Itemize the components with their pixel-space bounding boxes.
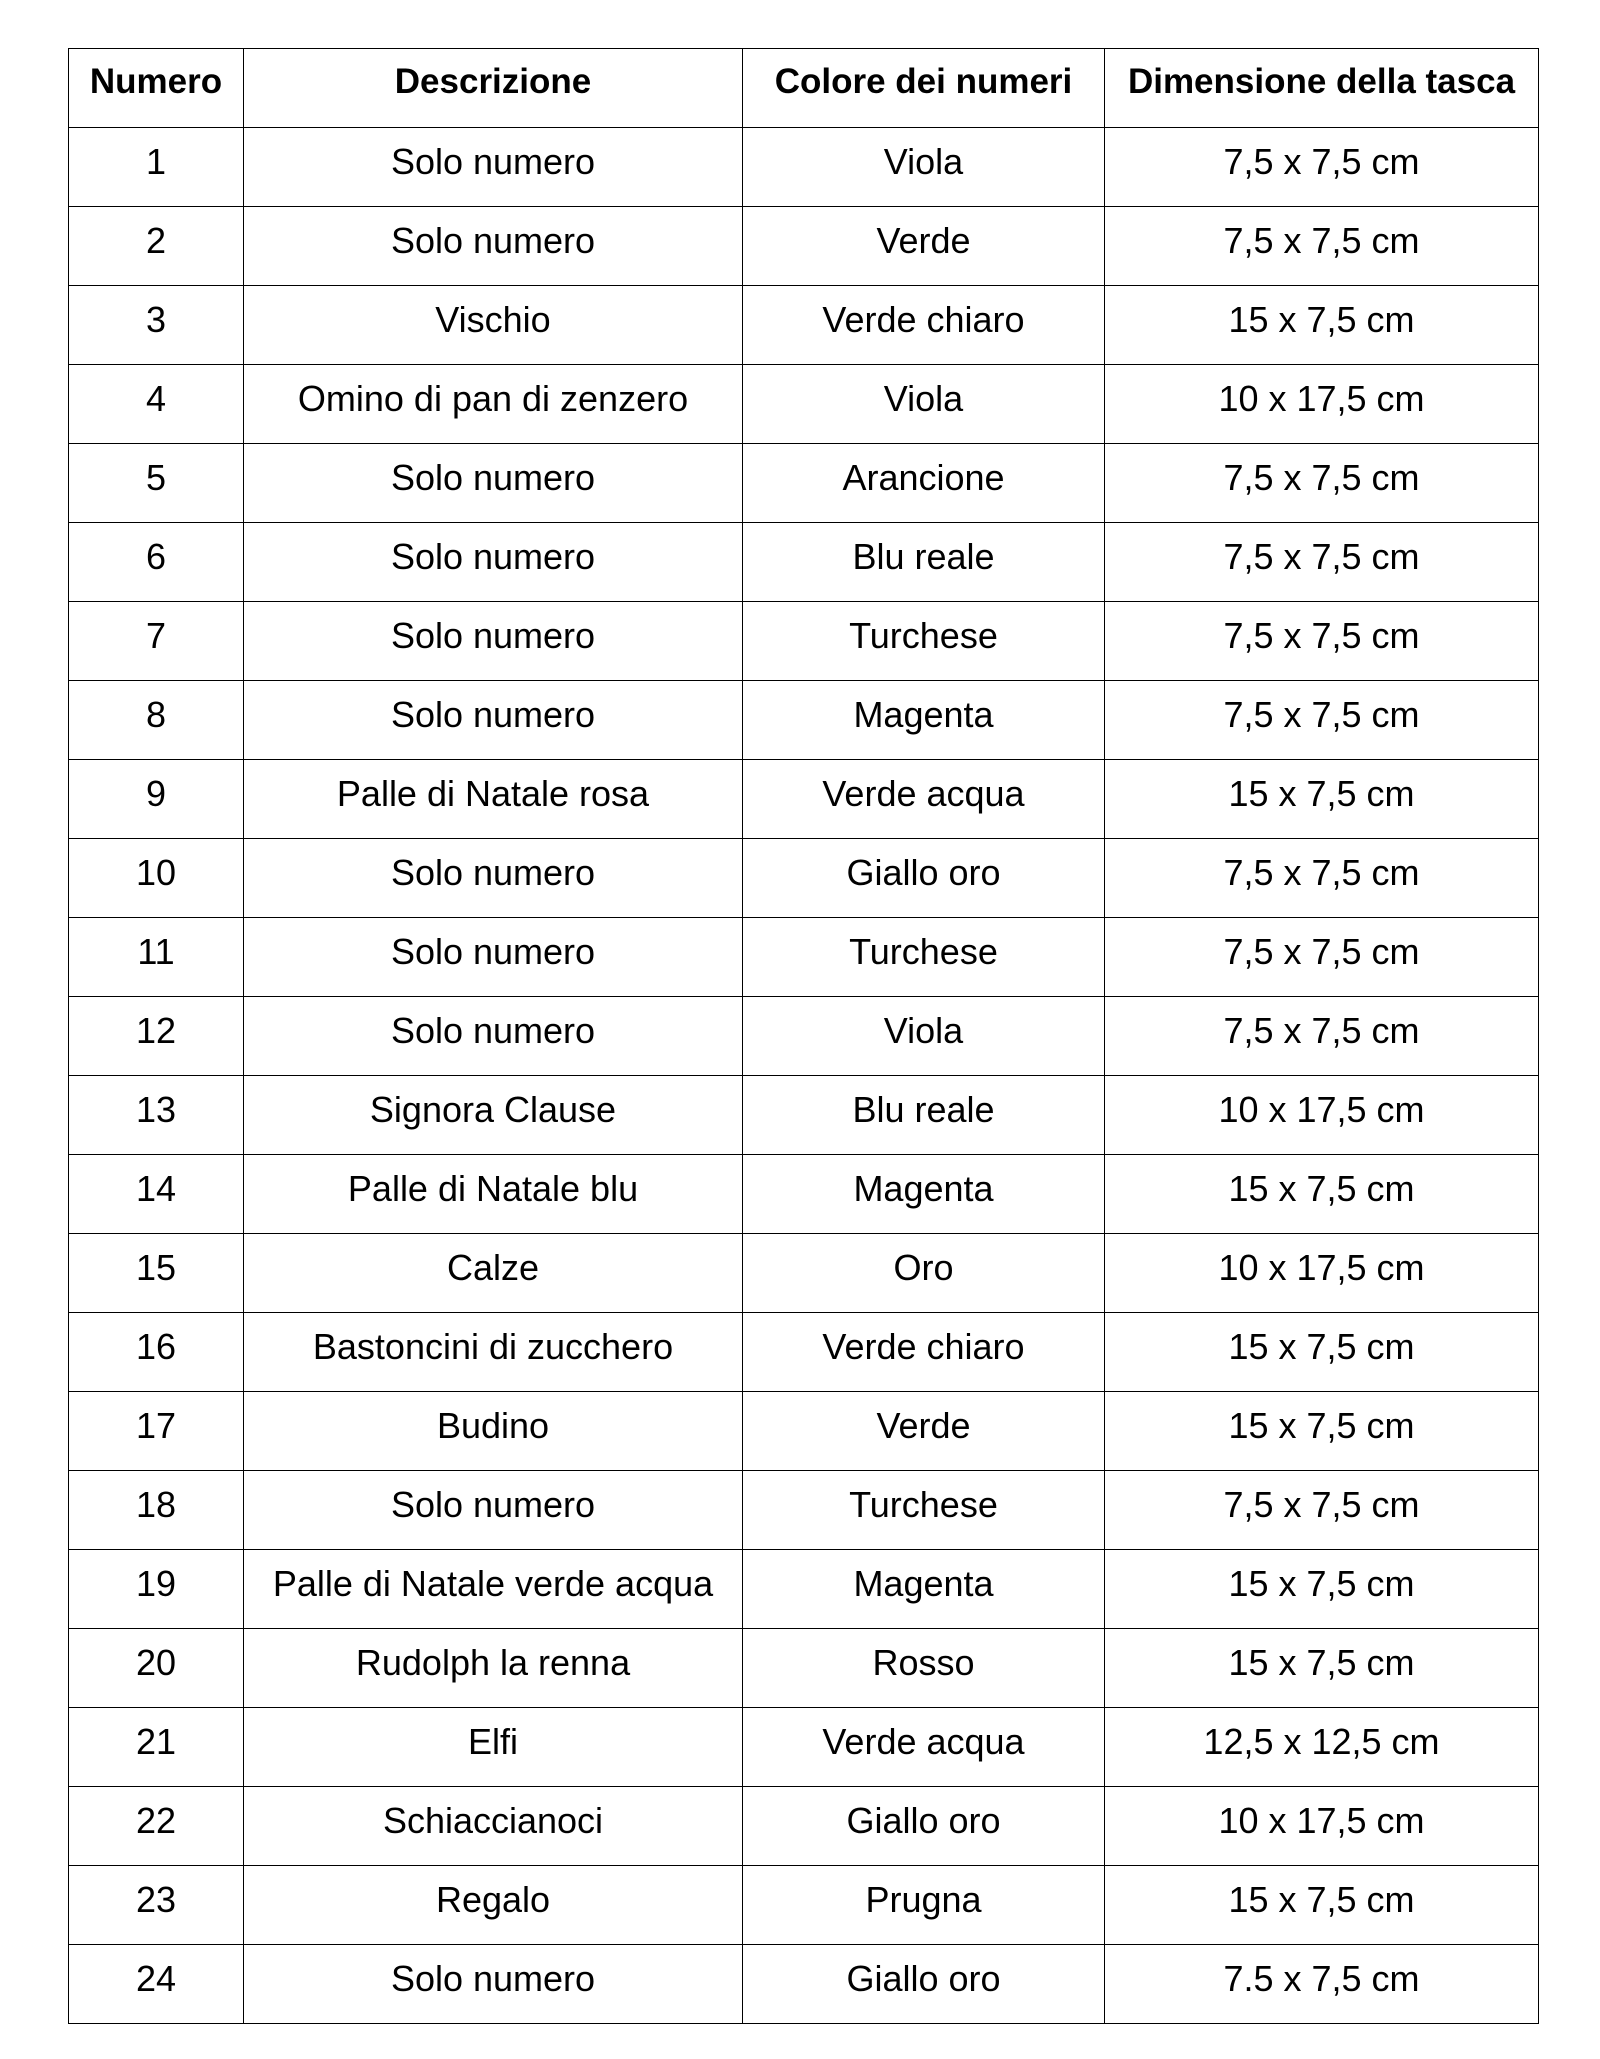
cell-dimensione: 15 x 7,5 cm [1105, 760, 1539, 839]
table-row [69, 1708, 1539, 1787]
cell-dimensione: 15 x 7,5 cm [1105, 1313, 1539, 1392]
cell-descrizione: Elfi [244, 1708, 743, 1787]
cell-colore: Verde acqua [743, 760, 1105, 839]
cell-dimensione: 10 x 17,5 cm [1105, 1076, 1539, 1155]
table-row [69, 1076, 1539, 1155]
cell-colore: Verde acqua [743, 1708, 1105, 1787]
cell-numero: 19 [69, 1550, 244, 1629]
cell-numero: 17 [69, 1392, 244, 1471]
cell-descrizione: Solo numero [244, 602, 743, 681]
cell-colore: Giallo oro [743, 1787, 1105, 1866]
cell-descrizione: Solo numero [244, 207, 743, 286]
cell-colore: Blu reale [743, 1076, 1105, 1155]
cell-dimensione: 15 x 7,5 cm [1105, 1155, 1539, 1234]
table-row [69, 1629, 1539, 1708]
table-row [69, 1155, 1539, 1234]
table-row [69, 1234, 1539, 1313]
cell-dimensione: 7,5 x 7,5 cm [1105, 918, 1539, 997]
cell-descrizione: Bastoncini di zucchero [244, 1313, 743, 1392]
cell-dimensione: 7,5 x 7,5 cm [1105, 1471, 1539, 1550]
cell-numero: 5 [69, 444, 244, 523]
cell-numero: 1 [69, 128, 244, 207]
table-row [69, 760, 1539, 839]
cell-dimensione: 7,5 x 7,5 cm [1105, 681, 1539, 760]
table-row [69, 602, 1539, 681]
cell-colore: Arancione [743, 444, 1105, 523]
cell-descrizione: Vischio [244, 286, 743, 365]
cell-colore: Turchese [743, 1471, 1105, 1550]
cell-descrizione: Solo numero [244, 128, 743, 207]
cell-dimensione: 7,5 x 7,5 cm [1105, 128, 1539, 207]
cell-descrizione: Solo numero [244, 523, 743, 602]
cell-colore: Magenta [743, 1550, 1105, 1629]
cell-descrizione: Solo numero [244, 1471, 743, 1550]
cell-descrizione: Calze [244, 1234, 743, 1313]
cell-dimensione: 10 x 17,5 cm [1105, 1787, 1539, 1866]
cell-dimensione: 15 x 7,5 cm [1105, 1866, 1539, 1945]
cell-dimensione: 7,5 x 7,5 cm [1105, 997, 1539, 1076]
cell-colore: Viola [743, 997, 1105, 1076]
cell-numero: 11 [69, 918, 244, 997]
cell-numero: 4 [69, 365, 244, 444]
cell-colore: Magenta [743, 681, 1105, 760]
cell-descrizione: Solo numero [244, 839, 743, 918]
table-body [69, 128, 1539, 2024]
cell-numero: 18 [69, 1471, 244, 1550]
cell-descrizione: Solo numero [244, 997, 743, 1076]
cell-dimensione: 7,5 x 7,5 cm [1105, 207, 1539, 286]
table-row [69, 839, 1539, 918]
cell-colore: Blu reale [743, 523, 1105, 602]
cell-descrizione: Signora Clause [244, 1076, 743, 1155]
cell-colore: Turchese [743, 602, 1105, 681]
cell-descrizione: Palle di Natale verde acqua [244, 1550, 743, 1629]
cell-numero: 12 [69, 997, 244, 1076]
header-dimensione: Dimensione della tasca [1105, 49, 1539, 128]
cell-numero: 21 [69, 1708, 244, 1787]
cell-colore: Verde [743, 1392, 1105, 1471]
table-row [69, 681, 1539, 760]
cell-descrizione: Budino [244, 1392, 743, 1471]
cell-descrizione: Palle di Natale blu [244, 1155, 743, 1234]
cell-descrizione: Solo numero [244, 918, 743, 997]
cell-colore: Turchese [743, 918, 1105, 997]
table-row [69, 1313, 1539, 1392]
header-row [69, 49, 1539, 128]
table-row [69, 997, 1539, 1076]
cell-numero: 10 [69, 839, 244, 918]
cell-numero: 7 [69, 602, 244, 681]
cell-numero: 20 [69, 1629, 244, 1708]
cell-descrizione: Schiaccianoci [244, 1787, 743, 1866]
header-numero: Numero [69, 49, 244, 128]
cell-numero: 23 [69, 1866, 244, 1945]
table-row [69, 1392, 1539, 1471]
cell-colore: Giallo oro [743, 1945, 1105, 2024]
cell-numero: 6 [69, 523, 244, 602]
header-descrizione: Descrizione [244, 49, 743, 128]
cell-descrizione: Omino di pan di zenzero [244, 365, 743, 444]
cell-colore: Oro [743, 1234, 1105, 1313]
cell-colore: Verde [743, 207, 1105, 286]
cell-colore: Viola [743, 365, 1105, 444]
cell-numero: 22 [69, 1787, 244, 1866]
cell-dimensione: 12,5 x 12,5 cm [1105, 1708, 1539, 1787]
table-row [69, 1550, 1539, 1629]
cell-descrizione: Solo numero [244, 681, 743, 760]
cell-colore: Prugna [743, 1866, 1105, 1945]
cell-dimensione: 7,5 x 7,5 cm [1105, 602, 1539, 681]
cell-numero: 13 [69, 1076, 244, 1155]
cell-colore: Viola [743, 128, 1105, 207]
cell-descrizione: Solo numero [244, 1945, 743, 2024]
cell-numero: 16 [69, 1313, 244, 1392]
cell-colore: Rosso [743, 1629, 1105, 1708]
table-row [69, 444, 1539, 523]
cell-dimensione: 7,5 x 7,5 cm [1105, 444, 1539, 523]
table-row [69, 918, 1539, 997]
table-row [69, 1471, 1539, 1550]
table-row [69, 523, 1539, 602]
cell-descrizione: Solo numero [244, 444, 743, 523]
cell-descrizione: Regalo [244, 1866, 743, 1945]
cell-dimensione: 15 x 7,5 cm [1105, 286, 1539, 365]
cell-colore: Giallo oro [743, 839, 1105, 918]
table-row [69, 1866, 1539, 1945]
pocket-table [68, 48, 1539, 2024]
cell-descrizione: Palle di Natale rosa [244, 760, 743, 839]
cell-numero: 9 [69, 760, 244, 839]
cell-dimensione: 15 x 7,5 cm [1105, 1392, 1539, 1471]
cell-numero: 15 [69, 1234, 244, 1313]
cell-numero: 8 [69, 681, 244, 760]
table-row [69, 1787, 1539, 1866]
table-row [69, 286, 1539, 365]
cell-numero: 24 [69, 1945, 244, 2024]
table-row [69, 1945, 1539, 2024]
cell-dimensione: 10 x 17,5 cm [1105, 1234, 1539, 1313]
cell-colore: Verde chiaro [743, 1313, 1105, 1392]
cell-colore: Magenta [743, 1155, 1105, 1234]
cell-numero: 14 [69, 1155, 244, 1234]
cell-dimensione: 7,5 x 7,5 cm [1105, 523, 1539, 602]
cell-descrizione: Rudolph la renna [244, 1629, 743, 1708]
table-row [69, 365, 1539, 444]
cell-numero: 3 [69, 286, 244, 365]
cell-dimensione: 7.5 x 7,5 cm [1105, 1945, 1539, 2024]
cell-colore: Verde chiaro [743, 286, 1105, 365]
header-colore: Colore dei numeri [743, 49, 1105, 128]
cell-dimensione: 10 x 17,5 cm [1105, 365, 1539, 444]
table-row [69, 207, 1539, 286]
cell-dimensione: 7,5 x 7,5 cm [1105, 839, 1539, 918]
cell-dimensione: 15 x 7,5 cm [1105, 1629, 1539, 1708]
cell-numero: 2 [69, 207, 244, 286]
table-row [69, 128, 1539, 207]
cell-dimensione: 15 x 7,5 cm [1105, 1550, 1539, 1629]
